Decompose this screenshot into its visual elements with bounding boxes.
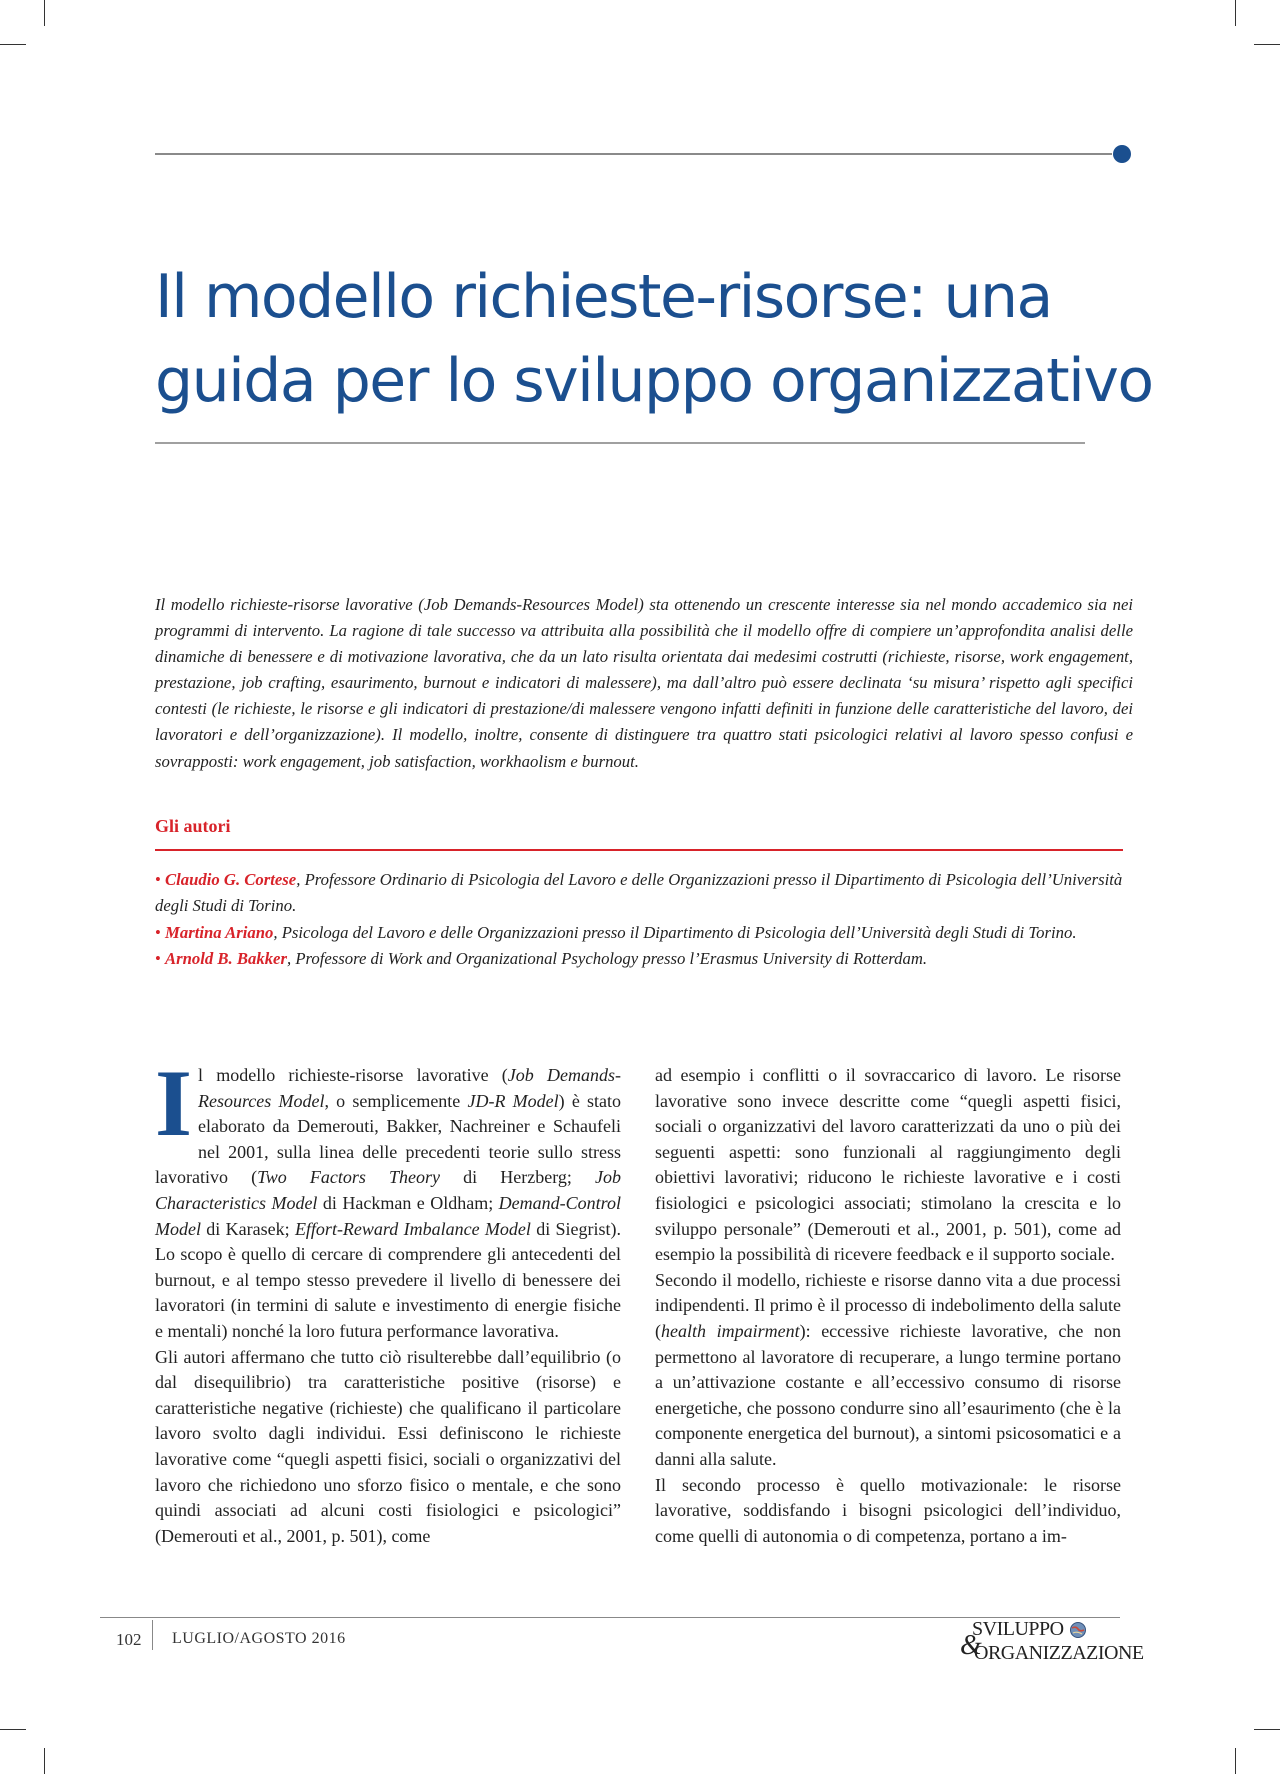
- crop-mark: [0, 1729, 26, 1730]
- text-run: di Herzberg;: [440, 1167, 595, 1188]
- body-column-right: [655, 1063, 1121, 1549]
- logo-text: ORGANIZZAZIONE: [974, 1642, 1144, 1664]
- crop-mark: [44, 0, 45, 26]
- body-paragraph: Gli autori affermano che tutto ciò risulterebbe dall’equilibrio (o dal disequilibrio) tra caratteristiche positive (risorse) e caratteristiche negative (richieste) che qualificano il particolare lavoro svolto dagli individui. Essi definiscono le richieste lavorative come “quegli aspetti fisici, sociali o organizzativi del lavoro che richiedono uno sforzo fisico o mentale, e che sono quindi associati ad alcuni costi fisiologici e psicologici” (Demerouti et al., 2001, p. 501), come: [155, 1346, 621, 1546]
- body-paragraph: [655, 1268, 1121, 1473]
- crop-mark: [1235, 0, 1236, 26]
- author-description: , Psicologa del Lavoro e delle Organizzazioni presso il Dipartimento di Psicologia dell’Università degli Studi di Torino.: [273, 922, 1077, 942]
- body-column-left: [155, 1050, 622, 1549]
- crop-mark: [1254, 1729, 1280, 1730]
- issue-date: LUGLIO/AGOSTO 2016: [172, 1630, 346, 1647]
- page-number: 102: [116, 1630, 142, 1649]
- logo-ampersand: &: [960, 1630, 982, 1661]
- italic-run: Effort-Reward Imbalance Model: [294, 1218, 531, 1239]
- article-title: Il modello richieste-risorse: una guida per lo sviluppo organizzativo: [155, 262, 1153, 416]
- body-paragraph: Il secondo processo è quello motivazionale: le risorse lavorative, soddisfando i bisogni psicologici dell’individuo, come quelli di autonomia o di competenza, portano a im-: [655, 1474, 1121, 1546]
- authors-heading: Gli autori: [155, 816, 231, 836]
- text-run: ): eccessive richieste lavorative, che non permettono al lavoratore di recuperare, a lungo termine portano a un’attivazione costante e all’eccessivo consumo di risorse energetiche, che possono condurre sino all’esaurimento (che è la componente energetica del burnout), a sintomi psicosomatici e a danni alla salute.: [655, 1320, 1121, 1469]
- italic-run: health impairment: [661, 1320, 800, 1341]
- author-entry: [155, 946, 1123, 972]
- author-entry: [155, 920, 1123, 946]
- globe-icon: [1069, 1621, 1087, 1639]
- body-paragraph: [155, 1050, 622, 1345]
- crop-mark: [0, 44, 26, 45]
- dropcap: I: [155, 1050, 192, 1156]
- text-run: di Karasek;: [200, 1218, 295, 1239]
- author-name: Martina Ariano: [165, 922, 274, 942]
- authors-rule: [155, 849, 1123, 851]
- text-run: di Siegrist). Lo scopo è quello di cercare di comprendere gli antecedenti del burnout, e al tempo stesso prevedere il livello di benessere dei lavoratori (in termini di salute e investimento di energie fisiche e mentali) nonché la loro futura performance lavorativa.: [155, 1218, 622, 1341]
- crop-mark: [44, 1748, 45, 1774]
- title-rule: [155, 442, 1085, 444]
- italic-run: JD-R Model: [467, 1090, 559, 1111]
- article-abstract: Il modello richieste-risorse lavorative (Job Demands-Resources Model) sta ottenendo un crescente interesse sia nel mondo accademico sia nei programmi di intervento. La ragione di tale successo va attribuita alla possibilità che il modello offre di compiere un’approfondita analisi delle dinamiche di benessere e di motivazione lavorativa, che da un lato risulta orientata dai medesimi costrutti (richieste, risorse, work engagement, prestazione, job crafting, esaurimento, burnout e indicatori di malessere), ma dall’altro può essere declinata ‘su misura’ rispetto agli specifici contesti (le richieste, le risorse e gli indicatori di prestazione/di malessere vengono infatti definiti in funzione delle caratteristiche del lavoro, dei lavoratori e dell’organizzazione). Il modello, inoltre, consente di distinguere tra quattro stati psicologici relativi al lavoro spesso confusi e sovrapposti: work engagement, job satisfaction, workhaolism e burnout.: [155, 595, 1133, 771]
- header-dot: [1113, 145, 1131, 163]
- text-run: Secondo il modello, richieste e risorse danno vita a due processi indipendenti. Il primo è il processo di indebolimento della salute (: [655, 1269, 1121, 1341]
- text-run: , o semplicemente: [324, 1090, 468, 1111]
- author-description: , Professore di Work and Organizational Psychology presso l’Erasmus University di Rotterdam.: [286, 948, 928, 968]
- author-description: , Professore Ordinario di Psicologia del Lavoro e delle Organizzazioni presso il Dipartimento di Psicologia dell’Università degli Studi di Torino.: [155, 870, 1123, 916]
- bullet: •: [155, 948, 161, 968]
- text-run: di Hackman e Oldham;: [317, 1192, 499, 1213]
- author-entry: [155, 867, 1123, 920]
- italic-run: Demand-Control Model: [155, 1192, 621, 1239]
- journal-logo: [960, 1618, 1144, 1668]
- crop-mark: [1254, 44, 1280, 45]
- crop-mark: [1235, 1748, 1236, 1774]
- header-rule: [155, 153, 1112, 155]
- logo-text: SVILUPPO: [972, 1618, 1064, 1640]
- footer-separator: [152, 1620, 153, 1650]
- text-run: l modello richieste-risorse lavorative (: [197, 1065, 508, 1085]
- bullet: •: [155, 922, 161, 942]
- author-name: Claudio G. Cortese: [165, 870, 297, 889]
- italic-run: Two Factors Theory: [257, 1167, 440, 1188]
- italic-run: Job Characteristics Model: [155, 1167, 621, 1213]
- text-run: ) è stato elaborato da Demerouti, Bakker, Nachreiner e Schaufeli nel 2001, sulla linea delle precedenti teorie sullo stress lavorativo (: [155, 1090, 621, 1188]
- italic-run: Job Demands-Resources Model: [197, 1065, 621, 1111]
- authors-list: [155, 867, 1123, 972]
- author-name: Arnold B. Bakker: [165, 948, 287, 968]
- body-paragraph: ad esempio i conflitti o il sovraccarico di lavoro. Le risorse lavorative sono invece descritte come “quegli aspetti fisici, sociali o organizzativi del lavoro caratterizzati da uno o più dei seguenti aspetti: sono funzionali al raggiungimento degli obiettivi lavorativi; riducono le richieste lavorative e i costi fisiologici e psicologici associati; stimolano la crescita e lo sviluppo personale” (Demerouti et al., 2001, p. 501), come ad esempio la possibilità di ricevere feedback e il supporto sociale.: [655, 1065, 1121, 1265]
- bullet: •: [155, 870, 161, 889]
